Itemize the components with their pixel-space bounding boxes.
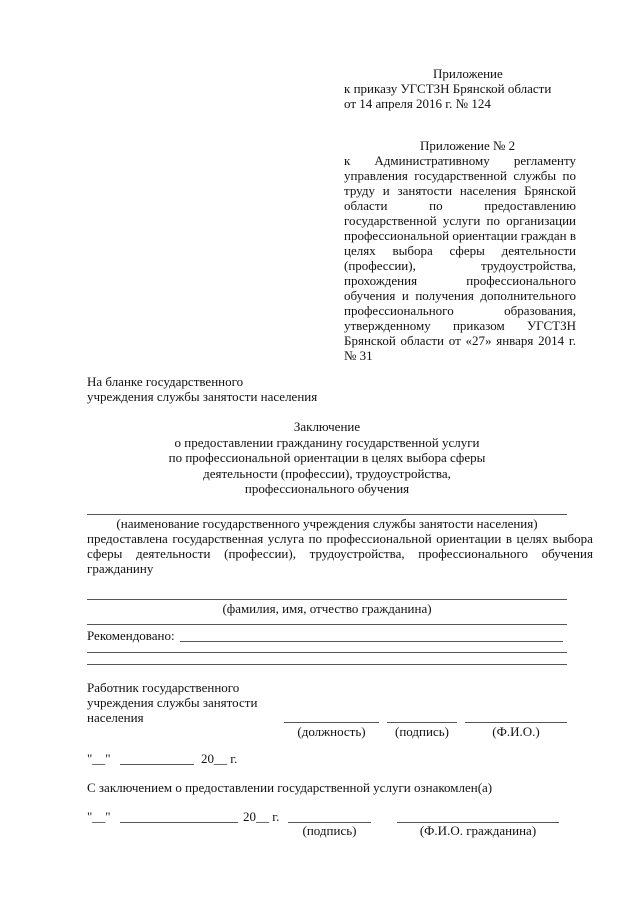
appendix-word: профессионального — [344, 303, 454, 318]
appendix-word: граждан — [520, 228, 567, 243]
service-word: деятельности — [136, 546, 211, 561]
appendix-title: Приложение № 2 — [420, 138, 516, 153]
appendix-line — [344, 333, 576, 348]
institution-name-line[interactable] — [87, 514, 567, 515]
appendix-word: населения — [459, 183, 517, 198]
appendix-word: Брянской — [524, 183, 576, 198]
appendix-word: января — [496, 333, 534, 348]
service-line — [87, 546, 593, 561]
service-word: целях — [516, 531, 549, 546]
appendix-line — [344, 168, 576, 183]
recommended-label: Рекомендовано: — [87, 628, 175, 643]
service-word: услуга — [267, 531, 305, 546]
date2-day: "__" — [87, 809, 111, 824]
appendix-word: области — [400, 333, 444, 348]
appendix-word: 2014 — [538, 333, 565, 348]
appendix-line — [344, 183, 576, 198]
appendix-word: трудоустройства, — [481, 258, 576, 273]
appendix-word: государственной — [414, 168, 507, 183]
appendix-word: к — [344, 153, 351, 168]
appendix-word: занятости — [397, 183, 453, 198]
date2-year: 20__ г. — [243, 809, 280, 824]
letterhead-line-2: учреждения службы занятости населения — [87, 389, 318, 404]
separator-line — [87, 624, 567, 625]
appendix-word: выбора — [392, 243, 433, 258]
citizen-signature-caption: (подпись) — [302, 823, 357, 838]
service-line — [87, 531, 593, 546]
appendix-word: услуги — [442, 213, 481, 228]
appendix-word: деятельности — [501, 243, 576, 258]
appendix-word: дополнительного — [480, 288, 576, 303]
appendix-last-line: № 31 — [344, 348, 373, 363]
appendix-word: «27» — [465, 333, 492, 348]
recommended-field-line[interactable] — [180, 641, 563, 642]
appendix-word: получения — [415, 288, 474, 303]
conclusion-subtitle-1: о предоставлении гражданину государственной услуги — [174, 434, 480, 450]
appendix-word: (профессии), — [344, 258, 416, 273]
service-word: предоставлена — [87, 531, 168, 546]
service-word: государственная — [172, 531, 264, 546]
worker-line-3: населения — [87, 710, 144, 725]
conclusion-title: Заключение — [293, 419, 361, 434]
position-caption: (должность) — [297, 724, 366, 739]
appendix-line — [344, 303, 576, 318]
appendix-word: приказом — [452, 318, 505, 333]
appendix-word: в — [569, 228, 576, 243]
appendix-word: труду — [344, 183, 375, 198]
appendix-word: управления — [344, 168, 408, 183]
name-line[interactable] — [465, 722, 567, 723]
appendix-word: УГСТЗН — [526, 318, 576, 333]
signature-caption: (подпись) — [395, 724, 449, 739]
service-word: обучения — [541, 546, 593, 561]
appendix-word: образования, — [504, 303, 576, 318]
appendix-word: сферы — [449, 243, 485, 258]
appendix-line — [344, 288, 576, 303]
citizen-fio-caption: (Ф.И.О. гражданина) — [419, 823, 537, 838]
service-word: сферы — [87, 546, 123, 561]
appendix-line — [344, 213, 576, 228]
appendix-word: профессиональной — [344, 228, 450, 243]
position-line[interactable] — [284, 722, 379, 723]
service-word: ориентации — [436, 531, 502, 546]
date-year: 20__ г. — [201, 751, 238, 766]
letterhead-line-1: На бланке государственного — [87, 374, 244, 389]
name-caption: (Ф.И.О.) — [492, 724, 540, 739]
appendix-line — [344, 198, 576, 213]
appendix-line — [344, 153, 576, 168]
appendix-word: прохождения — [344, 273, 418, 288]
header-date-line: от 14 апреля 2016 г. № 124 — [344, 96, 491, 111]
service-word: в — [505, 531, 512, 546]
date-month-line[interactable] — [120, 764, 194, 765]
appendix-word: Административному — [374, 153, 490, 168]
appendix-word: утвержденному — [344, 318, 431, 333]
acquainted-text: С заключением о предоставлении государственной услуги ознакомлен(а) — [87, 780, 493, 795]
appendix-word: Брянской — [344, 333, 396, 348]
appendix-word: государственной — [344, 213, 437, 228]
appendix-word: г. — [568, 333, 576, 348]
service-word: (профессии), — [224, 546, 296, 561]
appendix-line — [344, 273, 576, 288]
appendix-line — [344, 228, 576, 243]
appendix-word: регламенту — [513, 153, 576, 168]
date-day: "__" — [87, 751, 111, 766]
appendix-line — [344, 318, 576, 333]
recommended-field-line-3[interactable] — [87, 664, 567, 665]
appendix-word: и — [401, 288, 409, 303]
date2-month-line[interactable] — [120, 822, 238, 823]
service-word: выбора — [552, 531, 593, 546]
recommended-field-line-2[interactable] — [87, 652, 567, 653]
citizen-name-line[interactable] — [87, 599, 567, 600]
service-word: профессиональной — [326, 531, 432, 546]
appendix-word: и — [382, 183, 390, 198]
worker-line-2: учреждения службы занятости — [87, 695, 258, 710]
appendix-word: целях — [344, 243, 376, 258]
worker-line-1: Работник государственного — [87, 680, 240, 695]
citizen-caption: (фамилия, имя, отчество гражданина) — [222, 601, 432, 616]
appendix-word: по — [486, 213, 501, 228]
appendix-word: от — [448, 333, 461, 348]
header-order-line: к приказу УГСТЗН Брянской области — [344, 81, 552, 96]
conclusion-subtitle-4: профессионального обучения — [244, 481, 410, 496]
appendix-word: предоставлению — [484, 198, 576, 213]
signature-line[interactable] — [387, 722, 457, 723]
appendix-word: организации — [506, 213, 576, 228]
conclusion-subtitle-3: деятельности (профессии), трудоустройства, — [203, 465, 451, 481]
institution-caption: (наименование государственного учреждения службы занятости населения) — [116, 516, 538, 531]
appendix-line — [344, 243, 576, 258]
service-last-line: гражданину — [87, 561, 154, 576]
conclusion-subtitle-2: по профессиональной ориентации в целях выбора сферы — [168, 450, 486, 465]
appendix-word: службы — [513, 168, 557, 183]
appendix-word: по — [562, 168, 576, 183]
appendix-line — [344, 258, 576, 273]
service-word: по — [308, 531, 323, 546]
appendix-word: по — [429, 198, 443, 213]
appendix-word: профессионального — [466, 273, 576, 288]
appendix-word: области — [344, 198, 388, 213]
header-title: Приложение — [433, 66, 503, 81]
service-word: трудоустройства, — [309, 546, 405, 561]
service-word: профессионального — [418, 546, 528, 561]
appendix-word: обучения — [344, 288, 396, 303]
appendix-word: ориентации — [452, 228, 518, 243]
